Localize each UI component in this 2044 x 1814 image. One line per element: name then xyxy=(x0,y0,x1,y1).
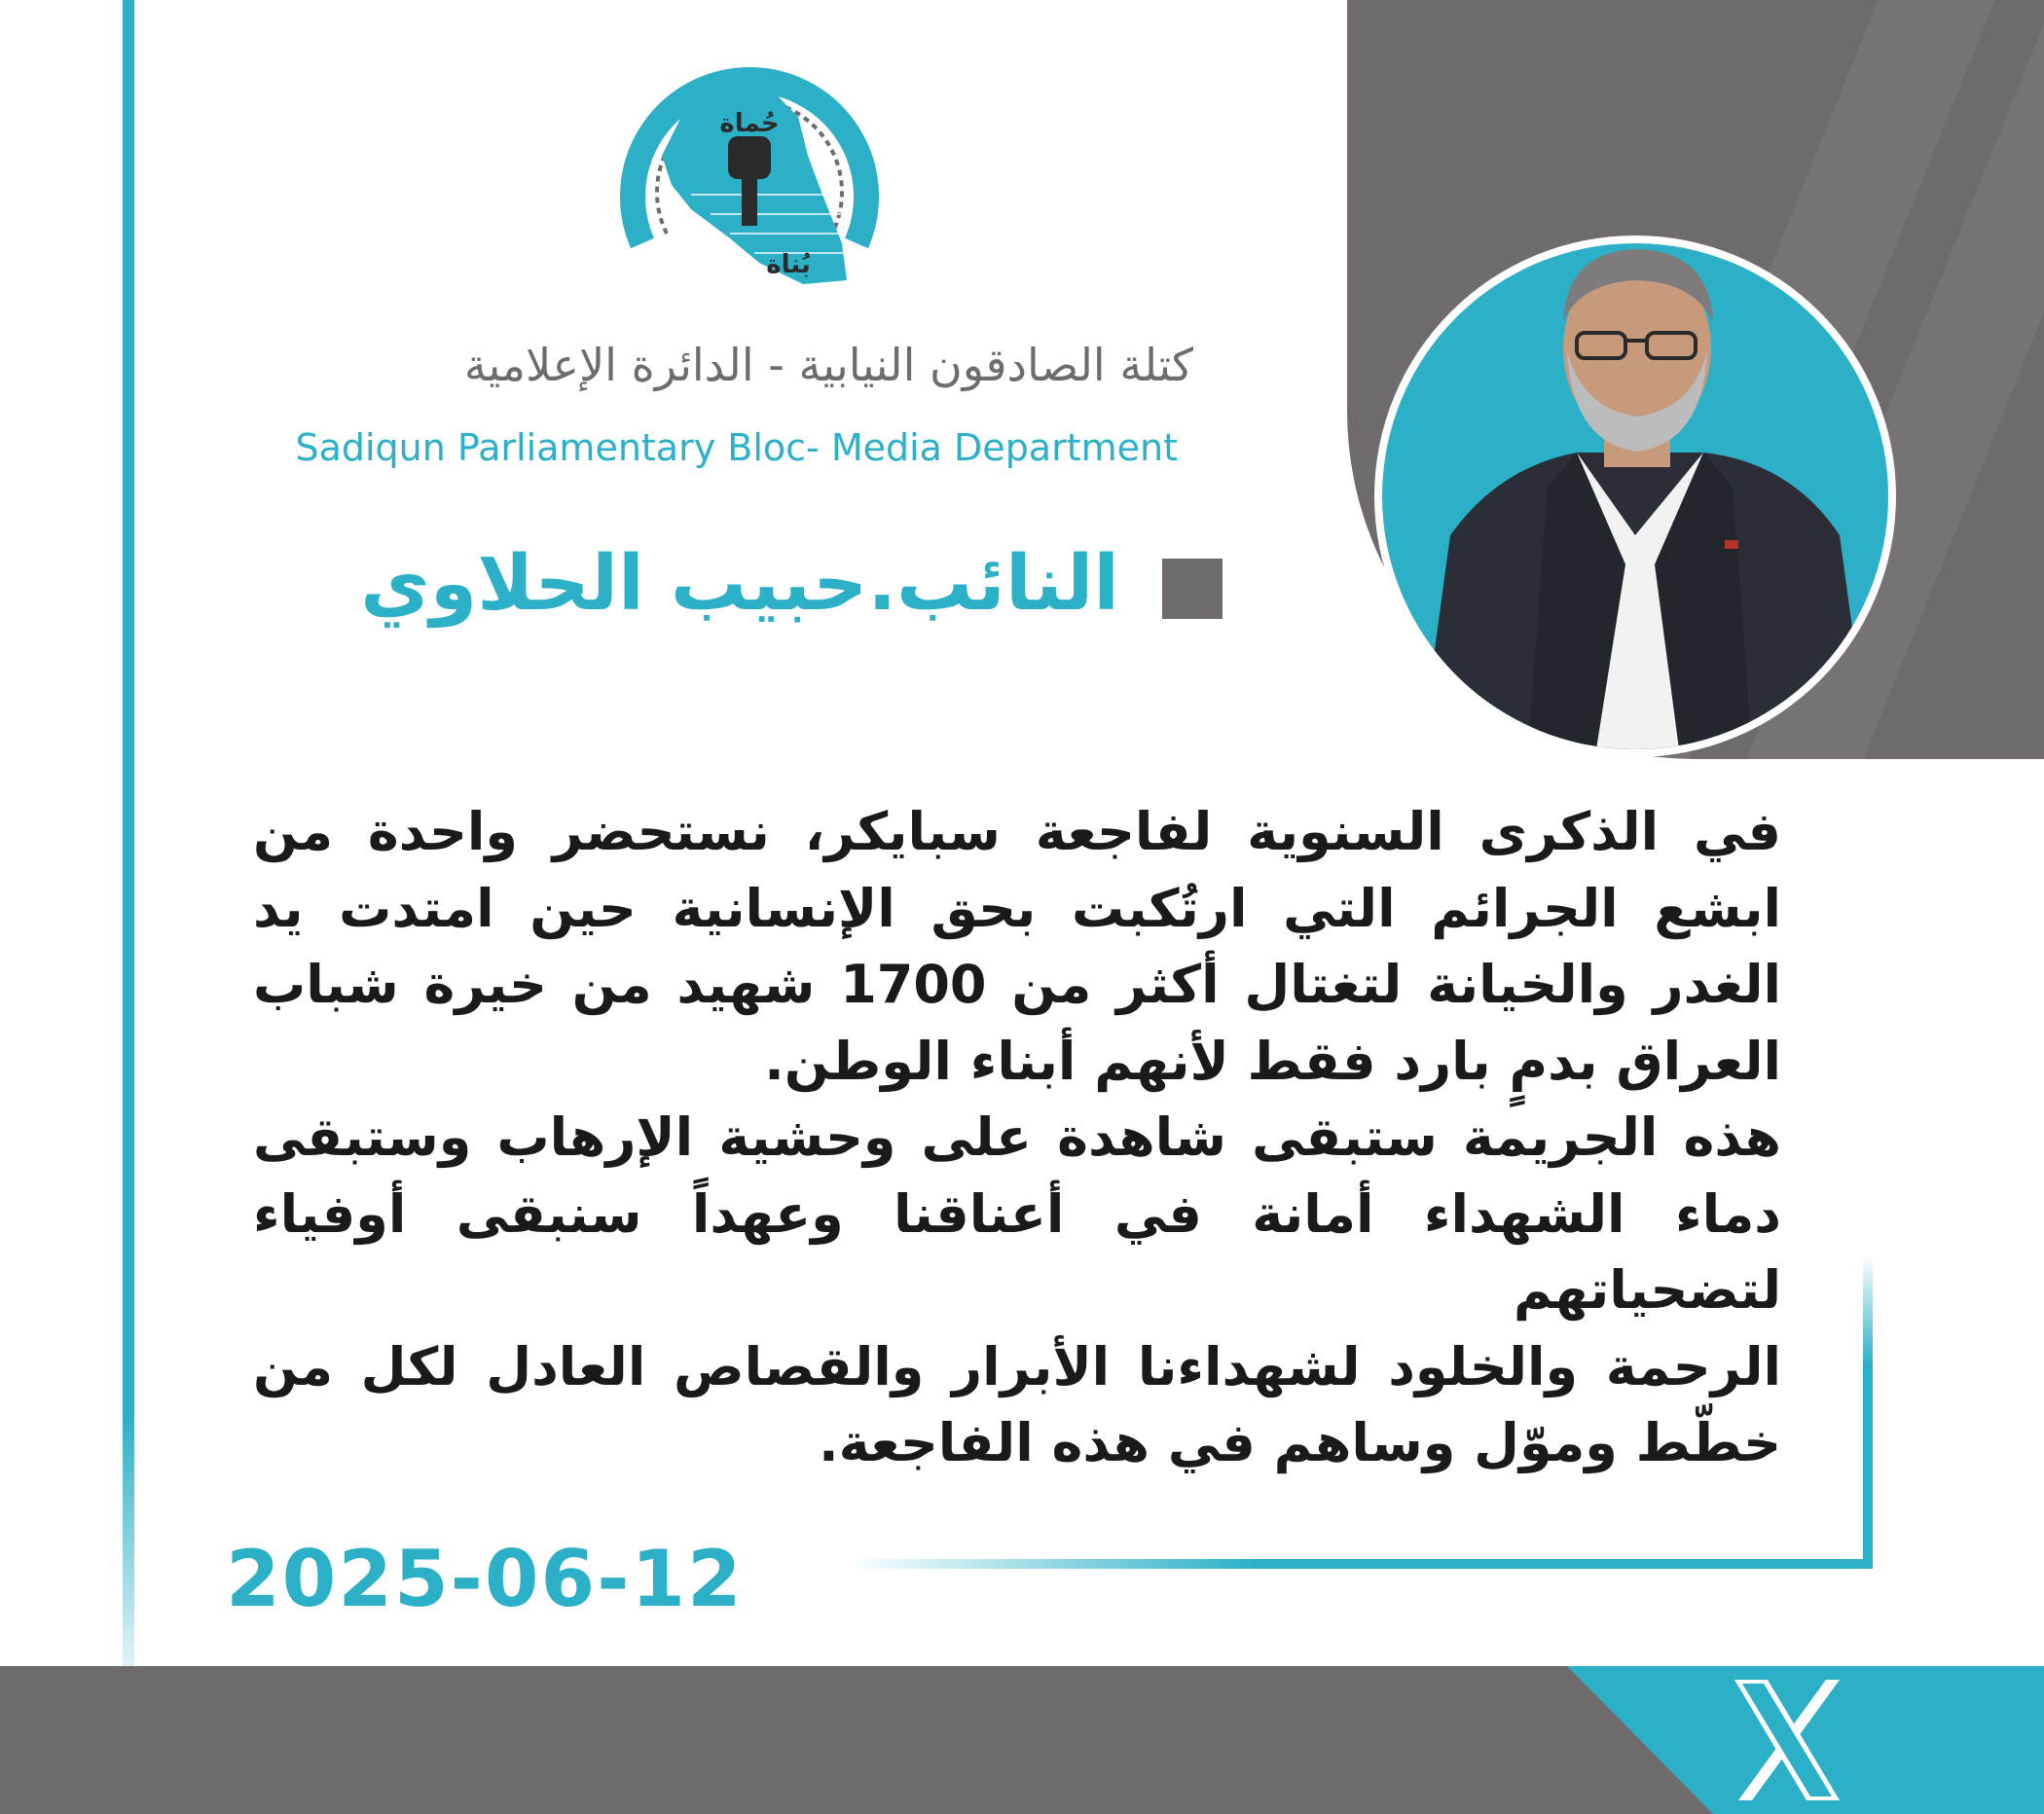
left-accent-bar xyxy=(123,0,134,1666)
header-arabic: كتلة الصادقون النيابية - الدائرة الإعلامية xyxy=(463,339,1193,391)
bloc-logo xyxy=(613,10,886,302)
bullet-square xyxy=(1162,559,1223,619)
logo-word-top: حُماة xyxy=(719,109,780,138)
portrait-photo xyxy=(1382,243,1888,749)
logo-word-bottom: بُناة xyxy=(766,250,811,279)
x-logo-icon[interactable] xyxy=(1729,1676,1845,1804)
statement-paragraph: في الذكرى السنوية لفاجعة سبايكر، نستحضر واحدة من ابشع الجرائم التي ارتُكبت بحق الإنسانية حين امتدت يد الغدر والخيانة لتغتال أكثر من 1700 شهيد من خيرة شباب العراق بدمٍ بارد فقط لأنهم أبناء الوطن. xyxy=(253,801,1781,1092)
post-date: 2025-06-12 xyxy=(226,1534,744,1624)
header-english: Sadiqun Parliamentary Bloc- Media Department xyxy=(295,426,1178,469)
statement-paragraph: هذه الجريمة ستبقى شاهدة على وحشية الإرهاب وستبقى دماء الشهداء أمانة في أعناقنا وعهداً سنبقى أوفياء لتضحياتهم xyxy=(253,1107,1781,1321)
statement-paragraph: الرحمة والخلود لشهداءنا الأبرار والقصاص العادل لكل من خطّط وموّل وساهم في هذه الفاجعة. xyxy=(253,1335,1781,1473)
speaker-name: النائب.حبيب الحلاوي xyxy=(360,540,1119,628)
frame-bracket-horizontal xyxy=(847,1559,1873,1569)
statement-body xyxy=(253,794,1781,1482)
portrait-frame xyxy=(1374,236,1896,757)
frame-bracket-vertical xyxy=(1863,1255,1873,1569)
